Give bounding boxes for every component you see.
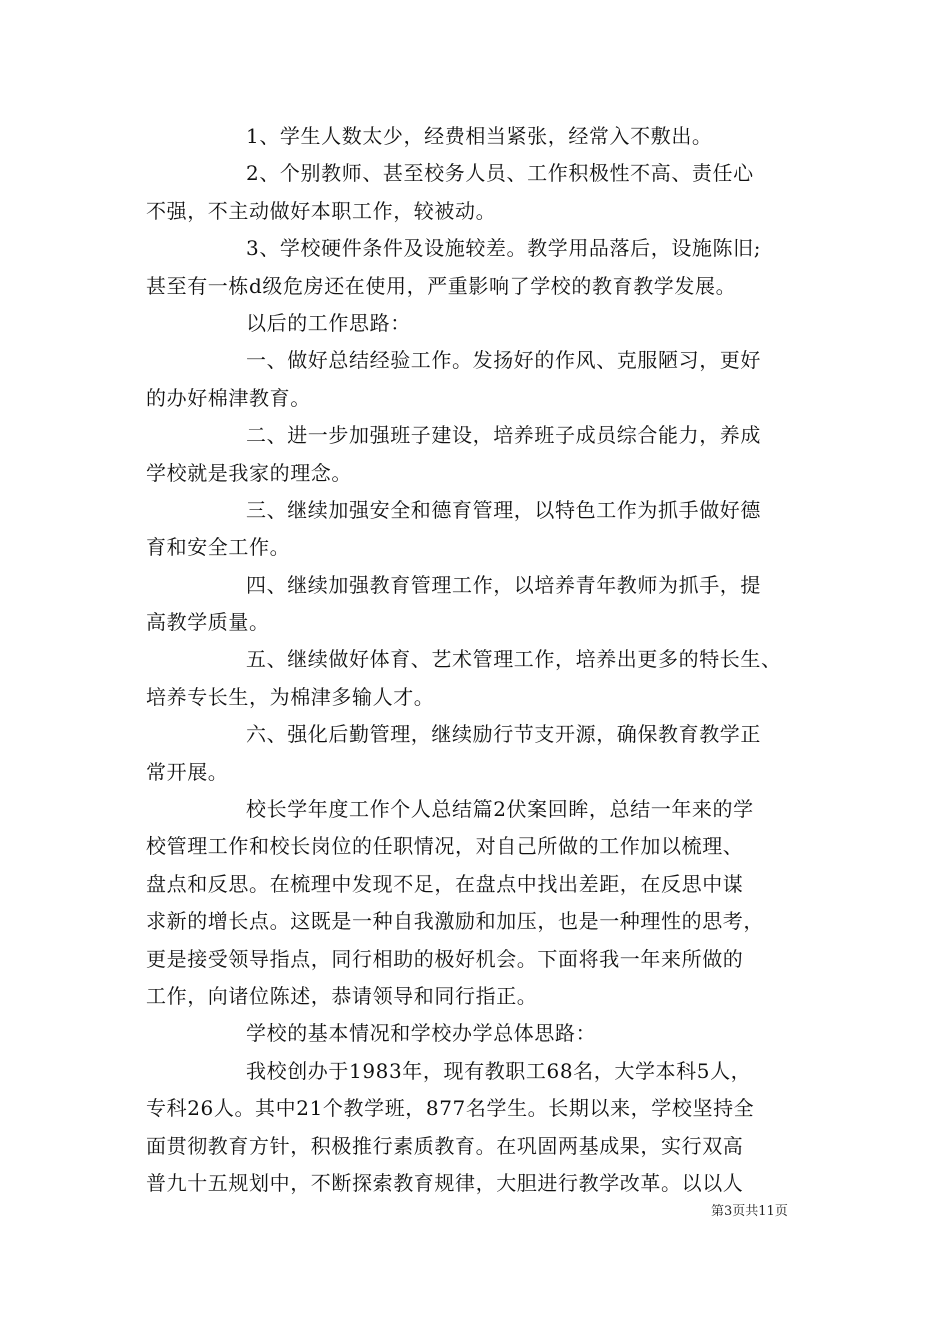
text-line: 3、学校硬件条件及设施较差。教学用品落后，设施陈旧; xyxy=(246,236,762,261)
text-line: 五、继续做好体育、艺术管理工作，培养出更多的特长生、 xyxy=(246,647,782,672)
text-line: 面贯彻教育方针，积极推行素质教育。在巩固两基成果，实行双高 xyxy=(146,1133,744,1158)
text-line: 高教学质量。 xyxy=(146,610,270,635)
text-line: 常开展。 xyxy=(146,759,229,784)
text-line: 1、学生人数太少，经费相当紧张，经常入不敷出。 xyxy=(246,124,713,148)
text-line: 培养专长生，为棉津多输人才。 xyxy=(146,684,435,709)
text-line: 专科26人。其中21个教学班，877名学生。长期以来，学校坚持全 xyxy=(146,1096,755,1121)
text-line: 以后的工作思路： xyxy=(246,310,411,335)
text-line: 三、继续加强安全和德育管理，以特色工作为抓手做好德 xyxy=(246,497,761,522)
page-number: 第3页共11页 xyxy=(711,1204,788,1219)
text-line: 学校的基本情况和学校办学总体思路： xyxy=(246,1021,597,1046)
text-line: 二、进一步加强班子建设，培养班子成员综合能力，养成 xyxy=(246,423,761,448)
text-line: 四、继续加强教育管理工作，以培养青年教师为抓手，提 xyxy=(246,572,761,597)
text-line: 求新的增长点。这既是一种自我激励和加压，也是一种理性的思考， xyxy=(146,909,764,934)
text-line: 更是接受领导指点，同行相助的极好机会。下面将我一年来所做的 xyxy=(146,946,744,971)
text-line: 2、个别教师、甚至校务人员、工作积极性不高、责任心 xyxy=(246,161,754,186)
text-line: 不强，不主动做好本职工作，较被动。 xyxy=(146,198,497,223)
text-line: 甚至有一栋d级危房还在使用，严重影响了学校的教育教学发展。 xyxy=(146,273,737,298)
text-line: 盘点和反思。在梳理中发现不足，在盘点中找出差距，在反思中谋 xyxy=(146,871,744,896)
text-line: 校长学年度工作个人总结篇2伏案回眸，总结一年来的学 xyxy=(246,797,754,822)
text-line: 一、做好总结经验工作。发扬好的作风、克服陋习，更好 xyxy=(246,348,761,373)
text-line: 我校创办于1983年，现有教职工68名，大学本科5人， xyxy=(246,1058,752,1083)
text-line: 校管理工作和校长岗位的任职情况，对自己所做的工作加以梳理、 xyxy=(146,834,744,859)
text-line: 普九十五规划中，不断探索教育规律，大胆进行教学改革。以以人 xyxy=(146,1170,744,1195)
document-body xyxy=(146,118,811,1202)
text-line: 工作，向诸位陈述，恭请领导和同行指正。 xyxy=(146,983,538,1008)
text-line: 六、强化后勤管理，继续励行节支开源，确保教育教学正 xyxy=(246,722,761,747)
text-line: 育和安全工作。 xyxy=(146,535,291,560)
text-line: 的办好棉津教育。 xyxy=(146,385,311,410)
text-line: 学校就是我家的理念。 xyxy=(146,460,352,485)
